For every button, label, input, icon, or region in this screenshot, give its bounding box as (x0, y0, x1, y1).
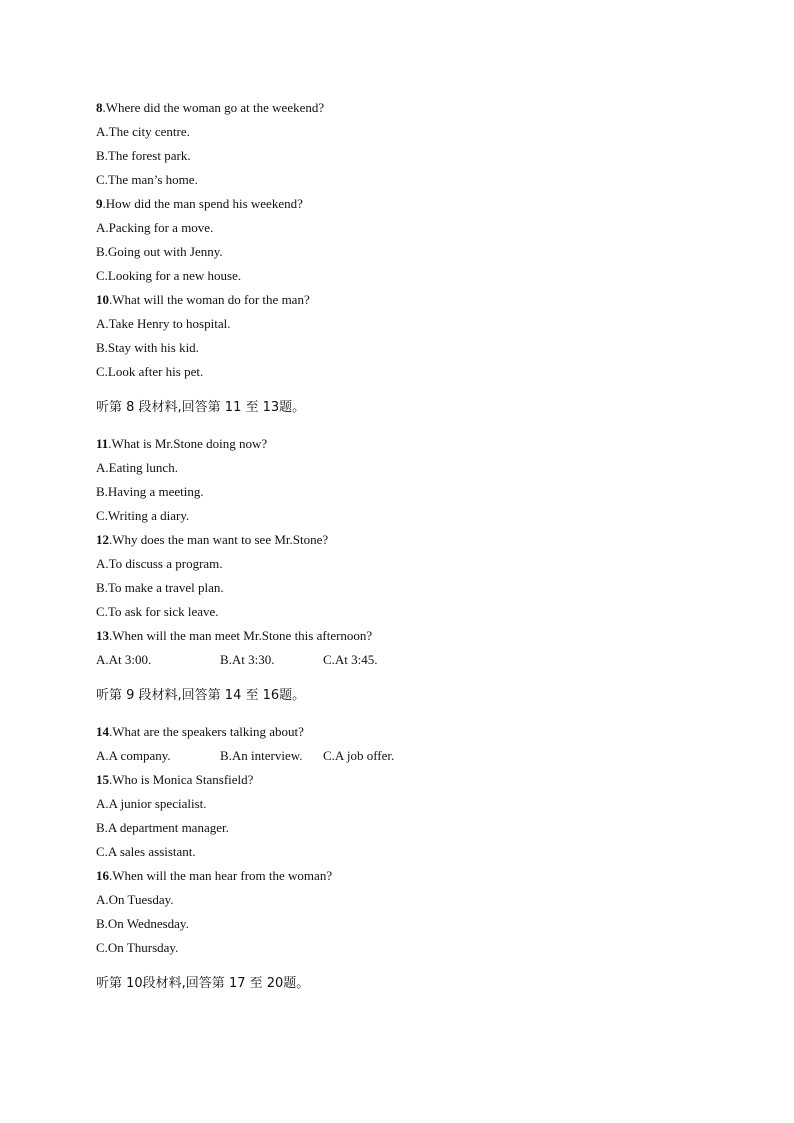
options-row (96, 648, 716, 672)
question-16 (96, 864, 716, 888)
question-number: 13 (96, 628, 109, 643)
option-b: B.The forest park. (96, 148, 191, 163)
exam-page (96, 96, 716, 996)
option-a: A.The city centre. (96, 124, 190, 139)
question-9 (96, 192, 716, 216)
option-b: B.To make a travel plan. (96, 580, 224, 595)
option-b: B.An interview. (220, 748, 303, 763)
option-c: C.At 3:45. (323, 652, 378, 667)
question-text: .How did the man spend his weekend? (102, 196, 303, 211)
option-a: A.A company. (96, 748, 171, 763)
option-c: C.Writing a diary. (96, 508, 190, 523)
option-b: B.Stay with his kid. (96, 340, 199, 355)
question-text: .When will the man meet Mr.Stone this afternoon? (109, 628, 373, 643)
question-text: .Who is Monica Stansfield? (109, 772, 254, 787)
question-text: .What is Mr.Stone doing now? (108, 436, 268, 451)
question-11 (96, 432, 716, 456)
question-number: 9 (96, 196, 103, 211)
question-number: 8 (96, 100, 103, 115)
question-text: .What will the woman do for the man? (109, 292, 310, 307)
question-number: 12 (96, 532, 109, 547)
question-15 (96, 768, 716, 792)
question-text: .When will the man hear from the woman? (109, 868, 333, 883)
option-a: A.A junior specialist. (96, 796, 207, 811)
question-text: .Why does the man want to see Mr.Stone? (109, 532, 329, 547)
section-heading-9: 听第 9 段材料,回答第 14 至 16题。 (96, 688, 306, 703)
option-c: C.A sales assistant. (96, 844, 196, 859)
option-c: C.A job offer. (323, 748, 395, 763)
question-number: 14 (96, 724, 109, 739)
question-number: 11 (96, 436, 109, 451)
option-c: C.Look after his pet. (96, 364, 204, 379)
section-heading-8: 听第 8 段材料,回答第 11 至 13题。 (96, 400, 306, 415)
question-number: 15 (96, 772, 109, 787)
option-a: A.On Tuesday. (96, 892, 174, 907)
option-a: A.Packing for a move. (96, 220, 214, 235)
question-12 (96, 528, 716, 552)
option-b: B.A department manager. (96, 820, 229, 835)
option-c: C.Looking for a new house. (96, 268, 242, 283)
question-number: 10 (96, 292, 109, 307)
option-a: A.At 3:00. (96, 652, 152, 667)
question-14 (96, 720, 716, 744)
option-c: C.The man’s home. (96, 172, 198, 187)
question-8 (96, 96, 716, 120)
question-number: 16 (96, 868, 109, 883)
question-13 (96, 624, 716, 648)
option-c: C.To ask for sick leave. (96, 604, 219, 619)
question-text: .What are the speakers talking about? (109, 724, 304, 739)
option-a: A.Eating lunch. (96, 460, 178, 475)
option-b: B.At 3:30. (220, 652, 275, 667)
option-a: A.To discuss a program. (96, 556, 223, 571)
section-heading-10: 听第 10段材料,回答第 17 至 20题。 (96, 976, 310, 991)
question-text: .Where did the woman go at the weekend? (102, 100, 325, 115)
option-b: B.Having a meeting. (96, 484, 204, 499)
question-10 (96, 288, 716, 312)
option-c: C.On Thursday. (96, 940, 179, 955)
option-a: A.Take Henry to hospital. (96, 316, 231, 331)
option-b: B.Going out with Jenny. (96, 244, 223, 259)
options-row (96, 744, 716, 768)
option-b: B.On Wednesday. (96, 916, 189, 931)
